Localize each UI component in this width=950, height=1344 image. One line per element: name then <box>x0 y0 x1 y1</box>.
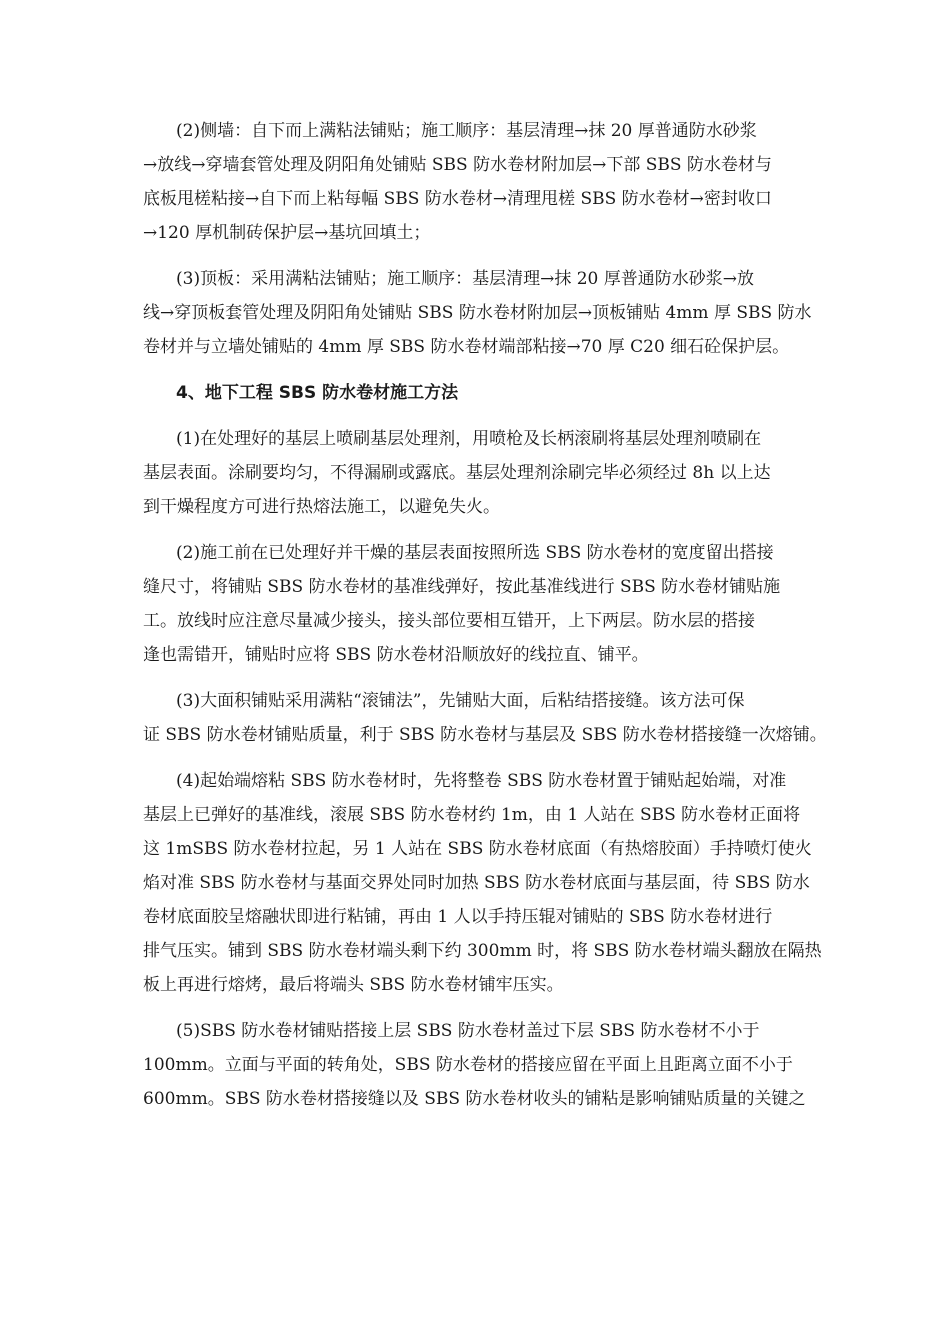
body-paragraph <box>143 764 858 1002</box>
text-line: 焰对准 SBS 防水卷材与基面交界处同时加热 SBS 防水卷材底面与基层面，待 SBS 防水 <box>143 873 810 893</box>
body-paragraph <box>143 422 858 524</box>
text-line: 底板甩槎粘接→自下而上粘每幅 SBS 防水卷材→清理甩槎 SBS 防水卷材→密封收口 <box>143 189 772 209</box>
text-line: 卷材并与立墙处铺贴的 4mm 厚 SBS 防水卷材端部粘接→70 厚 C20 细石砼保护层。 <box>143 337 790 357</box>
body-paragraph <box>143 684 858 752</box>
text-line: 排气压实。铺到 SBS 防水卷材端头剩下约 300mm 时，将 SBS 防水卷材端头翻放在隔热 <box>143 941 822 961</box>
text-line: 逢也需错开，铺贴时应将 SBS 防水卷材沿顺放好的线拉直、铺平。 <box>143 645 649 665</box>
text-line: (4)起始端熔粘 SBS 防水卷材时，先将整卷 SBS 防水卷材置于铺贴起始端，对准 <box>176 771 787 791</box>
text-line: 工。放线时应注意尽量减少接头，接头部位要相互错开，上下两层。防水层的搭接 <box>143 611 755 631</box>
text-line: (3)顶板：采用满粘法铺贴；施工顺序：基层清理→抹 20 厚普通防水砂浆→放 <box>176 269 755 289</box>
text-line: (2)施工前在已处理好并干燥的基层表面按照所选 SBS 防水卷材的宽度留出搭接 <box>176 543 774 563</box>
text-line: 这 1mSBS 防水卷材拉起，另 1 人站在 SBS 防水卷材底面（有热熔胶面）手持喷灯使火 <box>143 839 812 859</box>
text-line: 基层上已弹好的基准线，滚展 SBS 防水卷材约 1m，由 1 人站在 SBS 防水卷材正面将 <box>143 805 801 825</box>
text-line: 600mm。SBS 防水卷材搭接缝以及 SBS 防水卷材收头的铺粘是影响铺贴质量的关键之 <box>143 1089 806 1109</box>
text-line: (1)在处理好的基层上喷刷基层处理剂，用喷枪及长柄滚刷将基层处理剂喷刷在 <box>176 429 762 449</box>
text-line: 缝尺寸，将铺贴 SBS 防水卷材的基准线弹好，按此基准线进行 SBS 防水卷材铺贴施 <box>143 577 781 597</box>
body-paragraph <box>143 1014 858 1116</box>
text-line: 线→穿顶板套管处理及阴阳角处铺贴 SBS 防水卷材附加层→顶板铺贴 4mm 厚 SBS 防水 <box>143 303 812 323</box>
text-line: 卷材底面胶呈熔融状即进行粘铺，再由 1 人以手持压辊对铺贴的 SBS 防水卷材进行 <box>143 907 773 927</box>
text-line: 证 SBS 防水卷材铺贴质量，利于 SBS 防水卷材与基层及 SBS 防水卷材搭接缝一次熔铺。 <box>143 725 827 745</box>
text-line: →120 厚机制砖保护层→基坑回填土； <box>143 223 431 243</box>
section-heading <box>143 376 858 410</box>
text-line: 到干燥程度方可进行热熔法施工，以避免失火。 <box>143 497 500 517</box>
body-paragraph <box>143 262 858 364</box>
text-line: →放线→穿墙套管处理及阴阳角处铺贴 SBS 防水卷材附加层→下部 SBS 防水卷材与 <box>143 155 772 175</box>
text-line: (2)侧墙：自下而上满粘法铺贴；施工顺序：基层清理→抹 20 厚普通防水砂浆 <box>176 121 757 141</box>
text-line: 基层表面。涂刷要均匀，不得漏刷或露底。基层处理剂涂刷完毕必须经过 8h 以上达 <box>143 463 771 483</box>
body-paragraph <box>143 114 858 250</box>
text-line: (3)大面积铺贴采用满粘“滚铺法”，先铺贴大面，后粘结搭接缝。该方法可保 <box>176 691 745 711</box>
text-line: 4、地下工程 SBS 防水卷材施工方法 <box>176 383 459 403</box>
text-line: (5)SBS 防水卷材铺贴搭接上层 SBS 防水卷材盖过下层 SBS 防水卷材不小于 <box>176 1021 760 1041</box>
text-line: 板上再进行熔烤，最后将端头 SBS 防水卷材铺牢压实。 <box>143 975 564 995</box>
body-paragraph <box>143 536 858 672</box>
text-line: 100mm。立面与平面的转角处，SBS 防水卷材的搭接应留在平面上且距离立面不小于 <box>143 1055 793 1075</box>
